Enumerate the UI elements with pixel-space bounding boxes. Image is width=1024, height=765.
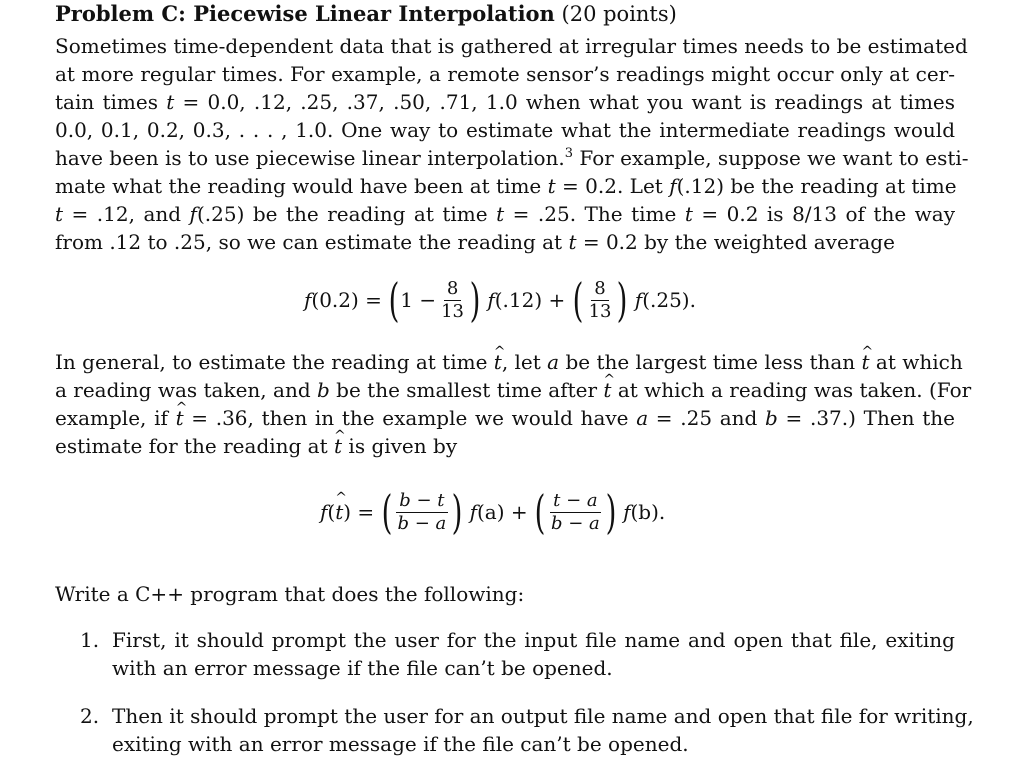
fraction-8-13-a: $\frac{8}{13}$ bbox=[441, 277, 464, 322]
equation-weighted-average: f (0.2) = ( 1 − $\frac{8}{13}$ ) f (.12) + ( $\frac{8}{13}$ ) f (.25). bbox=[304, 273, 696, 327]
list-item-2-number: 2. bbox=[80, 704, 100, 728]
problem-points: (20 points) bbox=[561, 2, 677, 26]
para1-line-8: from .12 to .25, so we can estimate the reading at t = 0.2 by the weighted average bbox=[55, 230, 895, 254]
para2-line-4: estimate for the reading at ^ t is given by bbox=[55, 432, 955, 460]
para1-line-5: have been is to use piecewise linear interpolation.$^3$ For example, suppose we want to esti- bbox=[55, 146, 969, 170]
para1-line-3: tain times t = 0.0, .12, .25, .37, .50, .71, 1.0 when what you want is readings at times bbox=[55, 90, 956, 114]
list-item-2-line-1: Then it should prompt the user for an output file name and open that file for writing, bbox=[112, 704, 974, 728]
para1-line-2: at more regular times. For example, a remote sensor’s readings might occur only at cer- bbox=[55, 62, 955, 86]
problem-title-bold: Problem C: Piecewise Linear Interpolation bbox=[55, 1, 555, 26]
para1-line-1: Sometimes time-dependent data that is gathered at irregular times needs to be estimated bbox=[55, 34, 968, 58]
fraction-8-13-b: $\frac{8}{13}$ bbox=[588, 277, 612, 322]
fraction-b-minus-t: $\frac{b - t}{b - a}$ bbox=[397, 489, 447, 534]
para2-line-3: example, if ^ t = .36, then in the example we would have a = .25 and b = .37.) Then the bbox=[55, 404, 955, 432]
list-item-1-line-2: with an error message if the file can’t be opened. bbox=[112, 656, 613, 680]
para2-line-2: a reading was taken, and b be the smallest time after ^ t at which a reading was taken. (For bbox=[55, 376, 955, 404]
list-item-2-line-2: exiting with an error message if the file can’t be opened. bbox=[112, 732, 689, 756]
problem-title bbox=[55, 0, 677, 28]
task-intro: Write a C++ program that does the following: bbox=[55, 582, 525, 606]
para1-line-7: t = .12, and f(.25) be the reading at time t = .25. The time t = 0.2 is 8/13 of the way bbox=[55, 202, 955, 226]
footnote-marker: 3 bbox=[564, 146, 574, 162]
para2-line-1: In general, to estimate the reading at time ^ t, let a be the largest time less than ^ t at which bbox=[55, 348, 955, 376]
list-item-1-line-1: First, it should prompt the user for the input file name and open that file, exiting bbox=[112, 628, 955, 652]
fraction-t-minus-a: $\frac{t - a}{b - a}$ bbox=[550, 489, 600, 534]
equation-general-interpolation: f ( ^ t ) = ( $\frac{b - t}{b - a}$ ) f (a) + ( $\frac{t - a}{b - a}$ ) f (b). bbox=[320, 484, 665, 540]
list-item-1-number: 1. bbox=[80, 628, 100, 652]
para1-line-6: mate what the reading would have been at time t = 0.2. Let f(.12) be the reading at time bbox=[55, 174, 957, 198]
para1-line-4: 0.0, 0.1, 0.2, 0.3, . . . , 1.0. One way to estimate what the intermediate readings would bbox=[55, 118, 955, 142]
